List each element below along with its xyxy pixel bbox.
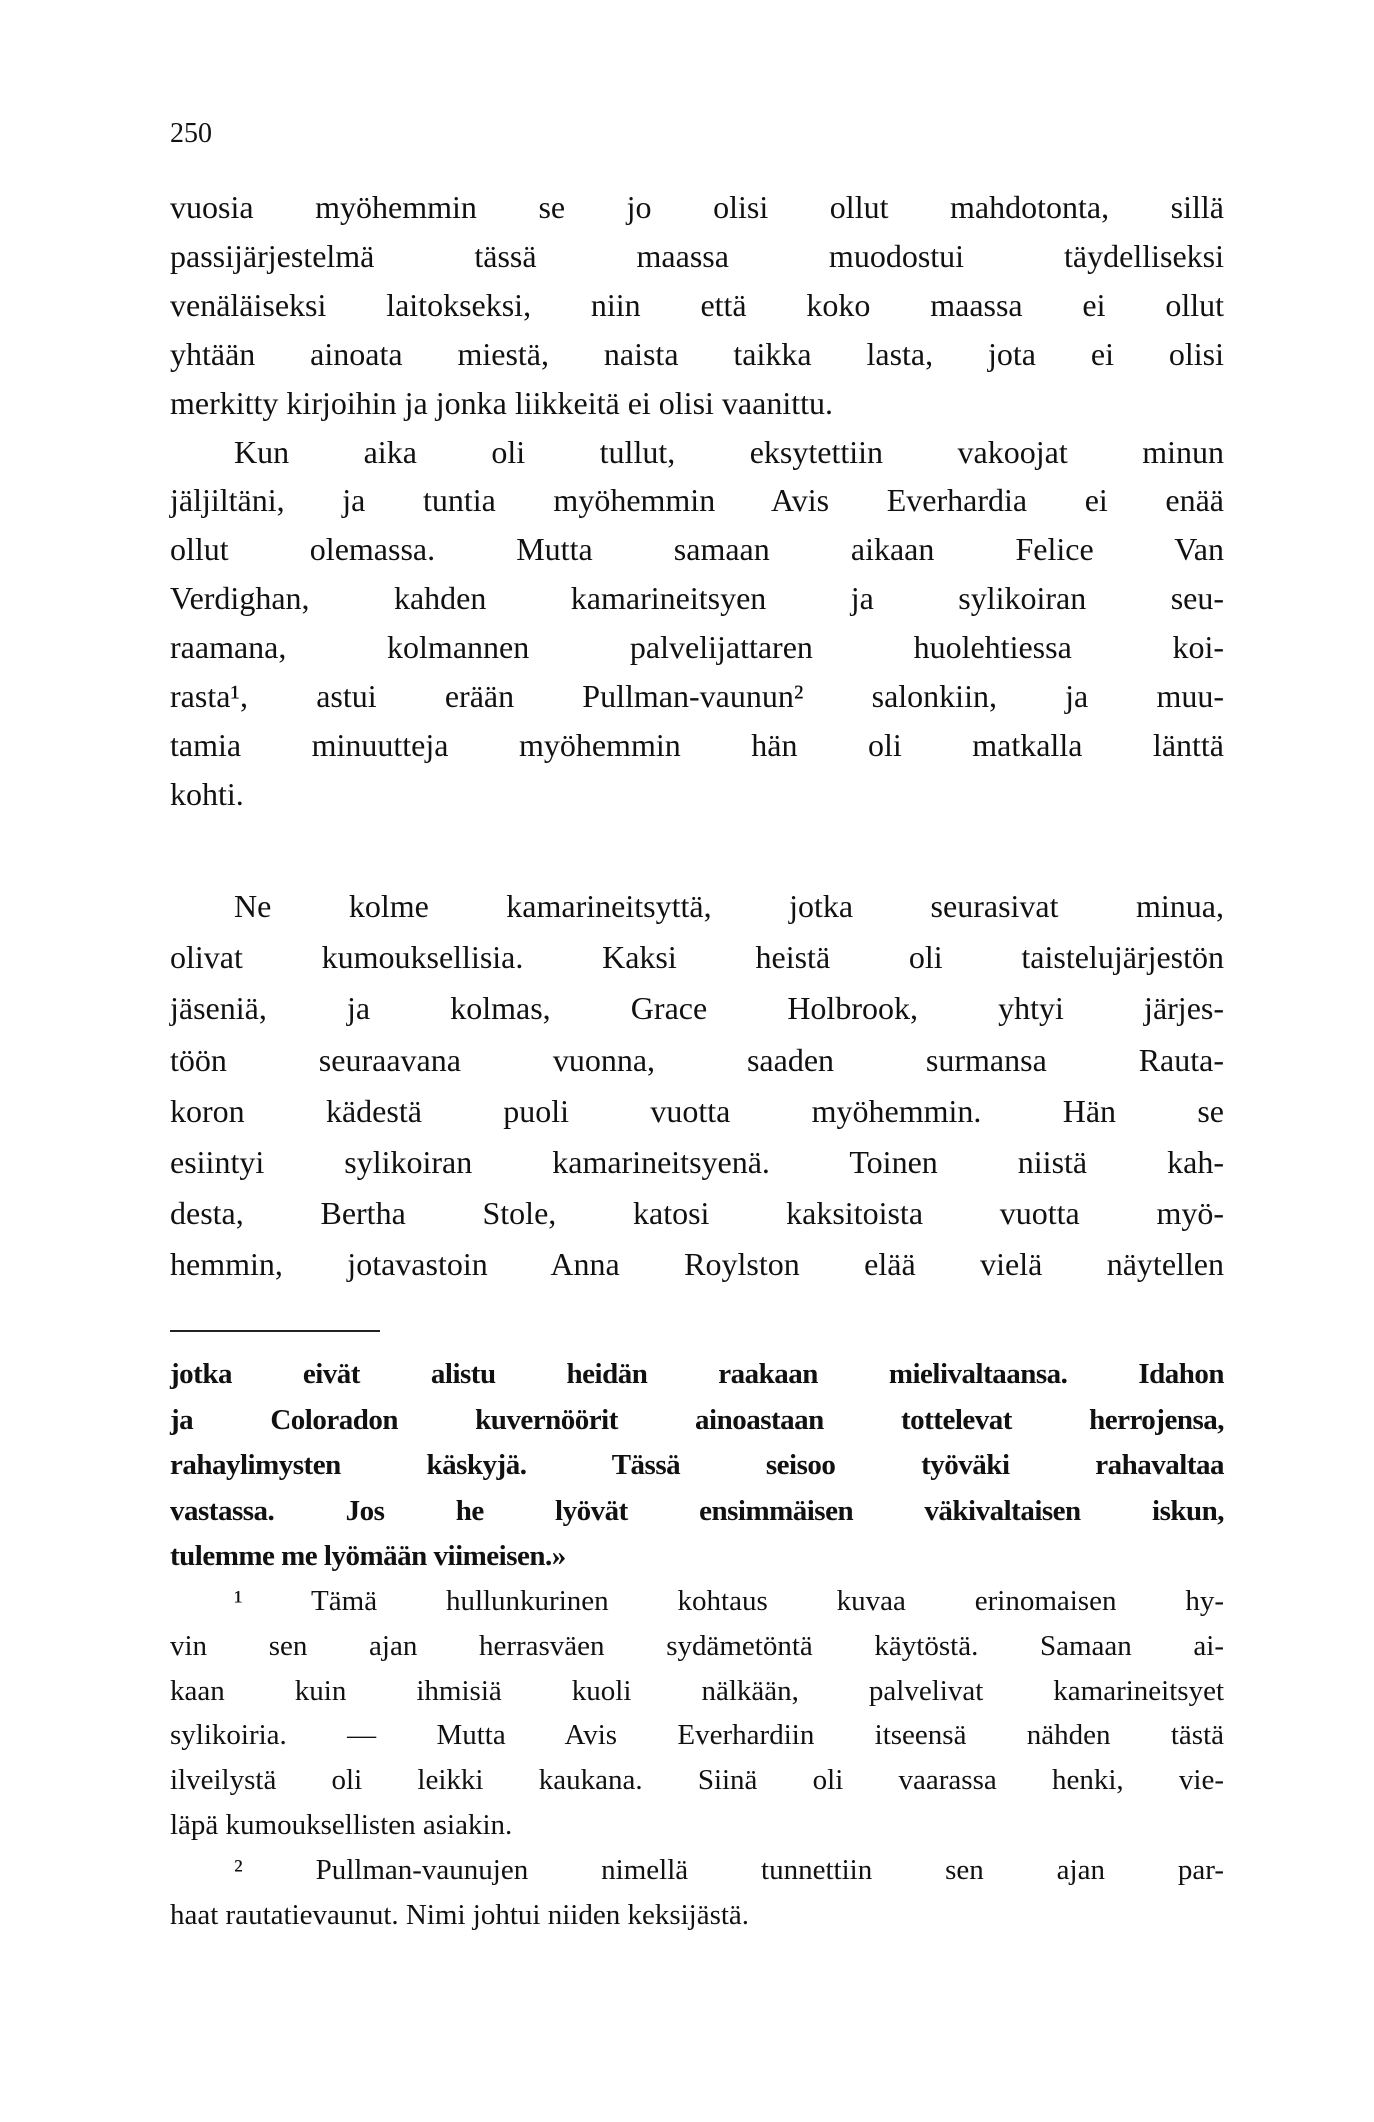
text-line: ollut olemassa. Mutta samaan aikaan Felice Van	[170, 531, 1224, 568]
text-line: koron kädestä puoli vuotta myöhemmin. Hän se	[170, 1092, 1224, 1129]
text-line: yhtään ainoata miestä, naista taikka lasta, jota ei olisi	[170, 335, 1224, 372]
text-line: passijärjestelmä tässä maassa muodostui täydelliseksi	[170, 237, 1224, 274]
text-line: Ne kolme kamarineitsyttä, jotka seurasivat minua,	[234, 888, 1224, 924]
text-line: haat rautatievaunut. Nimi johtui niiden keksijästä.	[170, 1898, 750, 1931]
text-line: rasta¹, astui erään Pullman-vaunun² salonkiin, ja muu-	[170, 678, 1224, 715]
text-line: ilveilystä oli leikki kaukana. Siinä oli vaarassa henki, vie-	[170, 1764, 1224, 1797]
text-line: hemmin, jotavastoin Anna Roylston elää vielä näytellen	[170, 1246, 1224, 1283]
text-line: rahaylimysten käskyjä. Tässä seisoo työväki rahavaltaa	[170, 1449, 1224, 1481]
text-line: desta, Bertha Stole, katosi kaksitoista vuotta myö-	[170, 1195, 1224, 1232]
text-line: töön seuraavana vuonna, saaden surmansa Rauta-	[170, 1041, 1224, 1078]
text-line: ¹ Tämä hullunkurinen kohtaus kuvaa erinomaisen hy-	[234, 1585, 1224, 1617]
text-line: olivat kumouksellisia. Kaksi heistä oli taistelujärjestön	[170, 939, 1224, 976]
text-line: merkitty kirjoihin ja jonka liikkeitä ei olisi vaanittu.	[170, 384, 833, 421]
text-line: raamana, kolmannen palvelijattaren huolehtiessa koi-	[170, 629, 1224, 666]
text-line: läpä kumouksellisten asiakin.	[170, 1808, 513, 1841]
text-line: ² Pullman-vaunujen nimellä tunnettiin sen ajan par-	[234, 1853, 1224, 1886]
footnote-separator	[170, 1330, 380, 1332]
text-line: vastassa. Jos he lyövät ensimmäisen väkivaltaisen iskun,	[170, 1494, 1224, 1527]
text-line: venäläiseksi laitokseksi, niin että koko maassa ei ollut	[170, 286, 1224, 323]
text-line: sylikoiria. — Mutta Avis Everhardiin itseensä nähden tästä	[170, 1719, 1224, 1752]
footnotes	[170, 1579, 1224, 1937]
footnote-continuation	[170, 1352, 1224, 1580]
text-line: kohti.	[170, 775, 244, 812]
text-line: kaan kuin ihmisiä kuoli nälkään, palvelivat kamarineitsyet	[170, 1674, 1224, 1707]
text-line: jäljiltäni, ja tuntia myöhemmin Avis Everhardia ei enää	[170, 482, 1224, 519]
text-line: jäseniä, ja kolmas, Grace Holbrook, yhtyi järjes-	[170, 990, 1224, 1027]
text-line: jotka eivät alistu heidän raakaan mielivaltaansa. Idahon	[170, 1358, 1224, 1390]
text-line: tulemme me lyömään viimeisen.»	[170, 1540, 566, 1572]
page-number: 250	[170, 118, 212, 149]
text-line: vin sen ajan herrasväen sydämetöntä käytöstä. Samaan ai-	[170, 1629, 1224, 1662]
text-line: tamia minuutteja myöhemmin hän oli matkalla länttä	[170, 726, 1224, 763]
text-line: esiintyi sylikoiran kamarineitsyenä. Toinen niistä kah-	[170, 1144, 1224, 1181]
text-line: ja Coloradon kuvernöörit ainoastaan tottelevat herrojensa,	[170, 1403, 1224, 1436]
text-line: vuosia myöhemmin se jo olisi ollut mahdotonta, sillä	[170, 189, 1224, 225]
text-line: Verdighan, kahden kamarineitsyen ja sylikoiran seu-	[170, 580, 1224, 617]
body-text-paragraphs-1-2	[170, 183, 1224, 819]
text-line: Kun aika oli tullut, eksytettiin vakoojat minun	[234, 433, 1224, 470]
body-text-paragraph-3	[170, 881, 1224, 1291]
